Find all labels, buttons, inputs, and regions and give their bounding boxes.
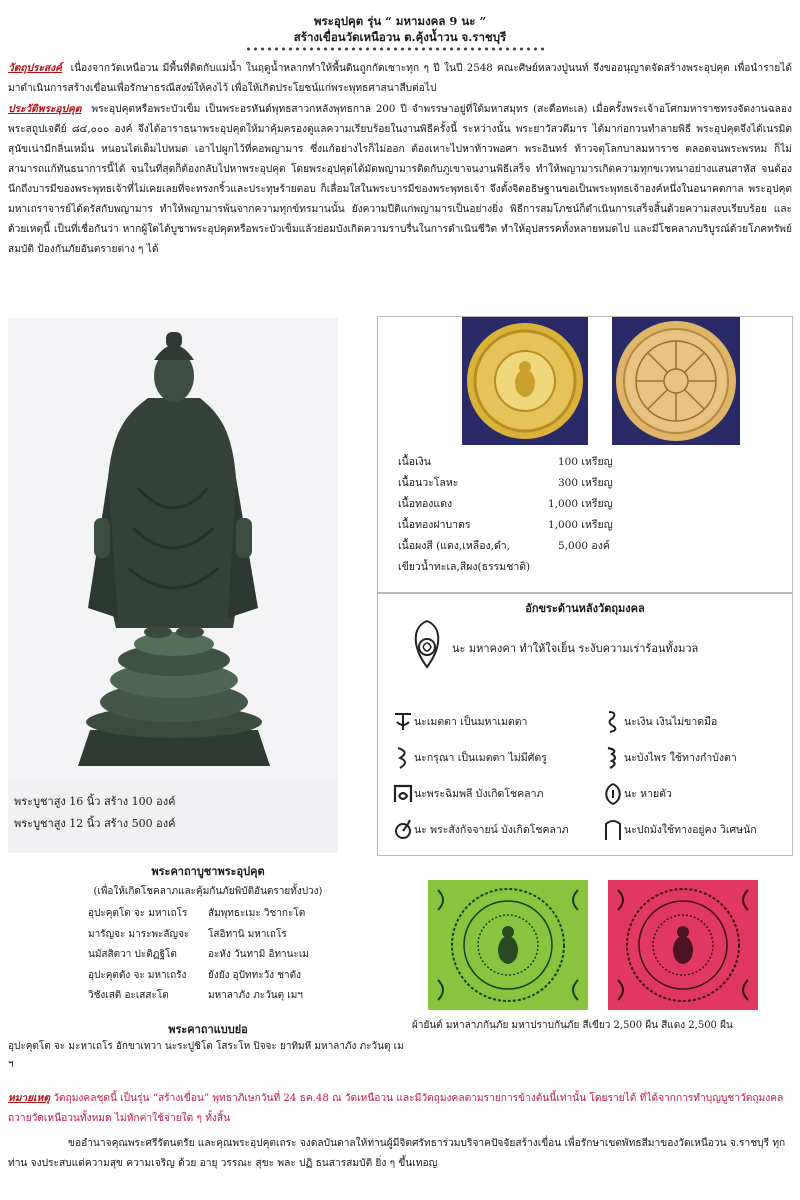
dotted-divider bbox=[245, 46, 545, 52]
symbol-row: นะบังไพร ใช้ทางกำบังตา bbox=[602, 739, 792, 775]
coin-back-image bbox=[612, 317, 740, 445]
material-row: เนื้อทองฝาบาตร 1,000 เหรียญ bbox=[398, 519, 613, 531]
purpose-text: เนื่องจากวัดเหนือวน มีพื้นที่ติดกับแม่น้ำ ในฤดูน้ำหลากทำให้พื้นดินถูกกัดเซาะทุก ๆ ปี ในปี 2548 คณะศิษย์หลวงปู่นนท์ จึงขออนุญาตจัดสร้างพระอุปคุต เพื่อนำรายได้มาดำเนินการสร้างเขื่อนเพื่อรักษาธรณีสงฆ์ให้คงไว้ เพื่อให้เกิดประโยชน์แก่พระพุทธศาสนาสืบต่อไป bbox=[8, 63, 792, 94]
symbol-row: นะ พระสังกัจจายน์ บังเกิดโชคลาภ bbox=[392, 811, 592, 847]
page-title: พระอุปคุต รุ่น “ มหามงคล 9 นะ ” bbox=[313, 14, 487, 28]
yantra-karuna-icon bbox=[392, 744, 414, 770]
chant-lines bbox=[88, 904, 309, 1007]
material-row: เนื้อนวะโลหะ 300 เหรียญ bbox=[398, 477, 613, 489]
yantra-chimpli-icon bbox=[392, 780, 414, 806]
page-subtitle: สร้างเขื่อนวัดเหนือวน ต.คุ้งน้ำวน จ.ราชบุรี bbox=[293, 30, 507, 44]
symbols-main-text: นะ มหาคงคา ทำให้ใจเย็น ระงับความเร่าร้อนทั้งมวล bbox=[452, 642, 699, 655]
material-row: เนื้อทองแดง 1,000 เหรียญ bbox=[398, 498, 613, 510]
green-yantra-cloth-image bbox=[428, 880, 588, 1010]
yantra-haitua-icon bbox=[602, 780, 624, 806]
note-text: วัตถุมงคลชุดนี้ เป็นรุ่น “สร้างเขื่อน” พุทธาภิเษกวันที่ 24 ธค.48 ณ วัดเหนือวน และมีวัตถุมงคลตามรายการข้างต้นนี้เท่านั้น โดยรายได้ ที่ได้จากการทำบุญบูชาวัตถุมงคลถวายวัดเหนือวนทั้งหมด ไม่หักค่าใช้จ่ายใด ๆ ทั้งสิ้น bbox=[8, 1093, 784, 1124]
statue-panel bbox=[8, 318, 338, 853]
material-row: เนื้อผงสี (แดง,เหลือง,ดำ, 5,000 องค์ bbox=[398, 540, 610, 552]
yantra-metta-icon bbox=[392, 708, 414, 734]
chant-line: นมัสสิตวา ปะติฏฐิโต อะหัง วันทามิ อิทานะเม bbox=[88, 949, 309, 960]
symbol-row: นะปถมังใช้ทางอยู่คง วิเศษนัก bbox=[602, 811, 792, 847]
symbol-row: นะพระฉิมพลี บังเกิดโชคลาภ bbox=[392, 775, 592, 811]
symbols-right-list bbox=[602, 703, 792, 847]
footer-note bbox=[8, 1088, 792, 1129]
symbols-left-list bbox=[392, 703, 592, 847]
red-yantra-cloth-image bbox=[608, 880, 758, 1010]
chant-line: มารัญจะ มาระพะลัญจะ โสอิทานิ มหาเถโร bbox=[88, 928, 287, 940]
note-label: หมายเหตุ bbox=[8, 1092, 50, 1104]
symbols-heading: อักขระด้านหลังวัตถุมงคล bbox=[525, 602, 645, 615]
footer-blessing: ขออำนาจคุณพระศรีรัตนตรัย และคุณพระอุปคุตเถระ จงดลบันดาลให้ท่านผู้มีจิตศรัทธาร่วมบริจาคปัจจัยสร้างเขื่อน เพื่อรักษาเขตพัทธสีมาของวัดเหนือวน จ.ราชบุรี ทุกท่าน จงประสบแต่ความสุข ความเจริญ ด้วย อายุ วรรณะ สุขะ พละ ปฏิ ธนสารสมบัติ ยิ่ง ๆ ขึ้นเทอญ bbox=[8, 1138, 786, 1169]
cloth-caption: ผ้ายันต์ มหาลาภกันภัย มหาปราบกันภัย สีเขียว 2,500 ผืน สีแดง 2,500 ผืน bbox=[412, 1020, 733, 1031]
material-row: เนื้อเงิน 100 เหรียญ bbox=[398, 456, 613, 468]
yantra-sangkajai-icon bbox=[392, 816, 414, 842]
coin-front-image bbox=[462, 317, 588, 445]
history-label: ประวัติพระอุปคุต bbox=[8, 103, 82, 115]
statue-caption-2: พระบูชาสูง 12 นิ้ว สร้าง 500 องค์ bbox=[14, 817, 176, 830]
yantra-patamang-icon bbox=[602, 816, 624, 842]
yantra-bangprai-icon bbox=[602, 744, 624, 770]
intro-section bbox=[8, 58, 792, 320]
materials-list bbox=[398, 453, 778, 579]
chant-line: วิชังเสติ อะเสสะโต มหาลาภัง ภะวันตุ เมฯ bbox=[88, 990, 303, 1001]
symbol-row: นะกรุณา เป็นเมตตา ไม่มีศัตรู bbox=[392, 739, 592, 775]
chant-subheading: (เพื่อให้เกิดโชคลาภและคุ้มกันภัยพิบัติอันตรายทั้งปวง) bbox=[93, 886, 323, 897]
symbol-row: นะเงิน เงินไม่ขาดมือ bbox=[602, 703, 792, 739]
short-chant-text: อุปะคุตโต จะ มะหาเถโร อักขาเทวา นะระปูชิโต โสระโห ปิจจะ ยาทิมหึ มหาลาภัง ภะวันตุ เม ฯ bbox=[8, 1041, 404, 1070]
buddha-statue-image bbox=[8, 318, 338, 778]
symbol-row: นะ หายตัว bbox=[602, 775, 792, 811]
chant-heading: พระคาถาบูชาพระอุปคุต bbox=[151, 865, 265, 878]
chant-line: อุปะคุตโต จะ มหาเถโร สัมพุทธะเมะ วิชากะโต bbox=[88, 908, 306, 919]
purpose-label: วัตถุประสงค์ bbox=[8, 62, 62, 74]
yantra-ngern-icon bbox=[602, 708, 624, 734]
chant-panel bbox=[8, 862, 408, 1074]
history-text: พระอุปคุตหรือพระบัวเข็ม เป็นพระอรหันต์พุทธสาวกหลังพุทธกาล 200 ปี จำพรรษาอยู่ที่ใต้มหาสมุทร (สะดือทะเล) เมื่อครั้งพระเจ้าอโศกมหาราชทรงจัดงานฉลองพระสถูปเจดีย์ ๘๔,๐๐๐ องค์ จึงได้อาราธนาพระอุปคุตให้มาคุ้มครองดูแลความเรียบร้อยในงานพิธีครั้งนี้ ระหว่างนั้น พระยาวัสวดีมาร ได้มาก่อกวนทำลายพิธี พระอุปคุตจึงได้เนรมิตสุนัขเน่ามีกลิ่นเหม็น หนอนไต่เต็มไปหมด เอาไปผูกไว้ที่คอพญามาร ซึ่งแก้อย่างไรก็ไม่ออก ต้องเหาะไปหาท้าวพอศา พระอินทร์ ท้าวจตุโลกบาลมหาราช ตลอดจนพระพรหม ก็ไม่สามารถแก้ทันธนาการนี้ได้ จนในที่สุดก็ต้องกลับไปหาพระอุปคุต โดยพระอุปคุตได้มัดพญามารติดกับภูเขาจนงานพิธีเสร็จ ทำให้พญามารเกิดความทุกขเวทนาอย่างแสนสาหัส จนต้องนึกถึงบารมีของพระพุทธเจ้าที่ไม่เคยเลยที่จะทรงกริ้วและประทุษร้ายตอบ ก็เลื่อมใสในพระบารมีของพระพุทธเจ้า จึงตั้งจิตอธิษฐานขอเป็นพระพุทธเจ้าองค์หนึ่งในอนาคตกาล พระอุปคุตมหาเถราจารย์ได้ตรัสกับพญามาร ทำให้พญามารพ้นจากความทุกข์ทรมานนั้น ยังความปีติแก่พญามารเป็นอย่างยิ่ง พิธีการสมโภชน์ก็ดำเนินการเสร็จสิ้นด้วยความสงบเรียบร้อย และด้วยเหตุนี้ เป็นที่เชื่อกันว่า หากผู้ใดได้บูชาพระอุปคุตหรือพระบัวเข็มแล้วย่อมบังเกิดความราบรื่นในการดำเนินชีวิต ทำให้อุปสรรคทั้งหลายหมดไป และมีโชคลาภบริบูรณ์ด้วยโภคทรัพย์สมบัติ ป้องกันภัยอันตรายต่าง ๆ ได้ bbox=[8, 104, 792, 255]
coins-panel bbox=[377, 316, 793, 594]
chant-line: อุปะคุตตัง จะ มหาเถรัง ยังยัง อุปัททะวัง ชาตัง bbox=[88, 969, 302, 981]
yantra-main-icon bbox=[408, 617, 446, 675]
statue-caption-1: พระบูชาสูง 16 นิ้ว สร้าง 100 องค์ bbox=[14, 795, 176, 808]
material-row: เขียวน้ำทะเล,สีผง(ธรรมชาติ) bbox=[398, 561, 531, 573]
symbols-panel bbox=[377, 592, 793, 856]
short-chant-heading: พระคาถาแบบย่อ bbox=[168, 1023, 248, 1036]
symbol-row: นะเมตตา เป็นมหาเมตตา bbox=[392, 703, 592, 739]
